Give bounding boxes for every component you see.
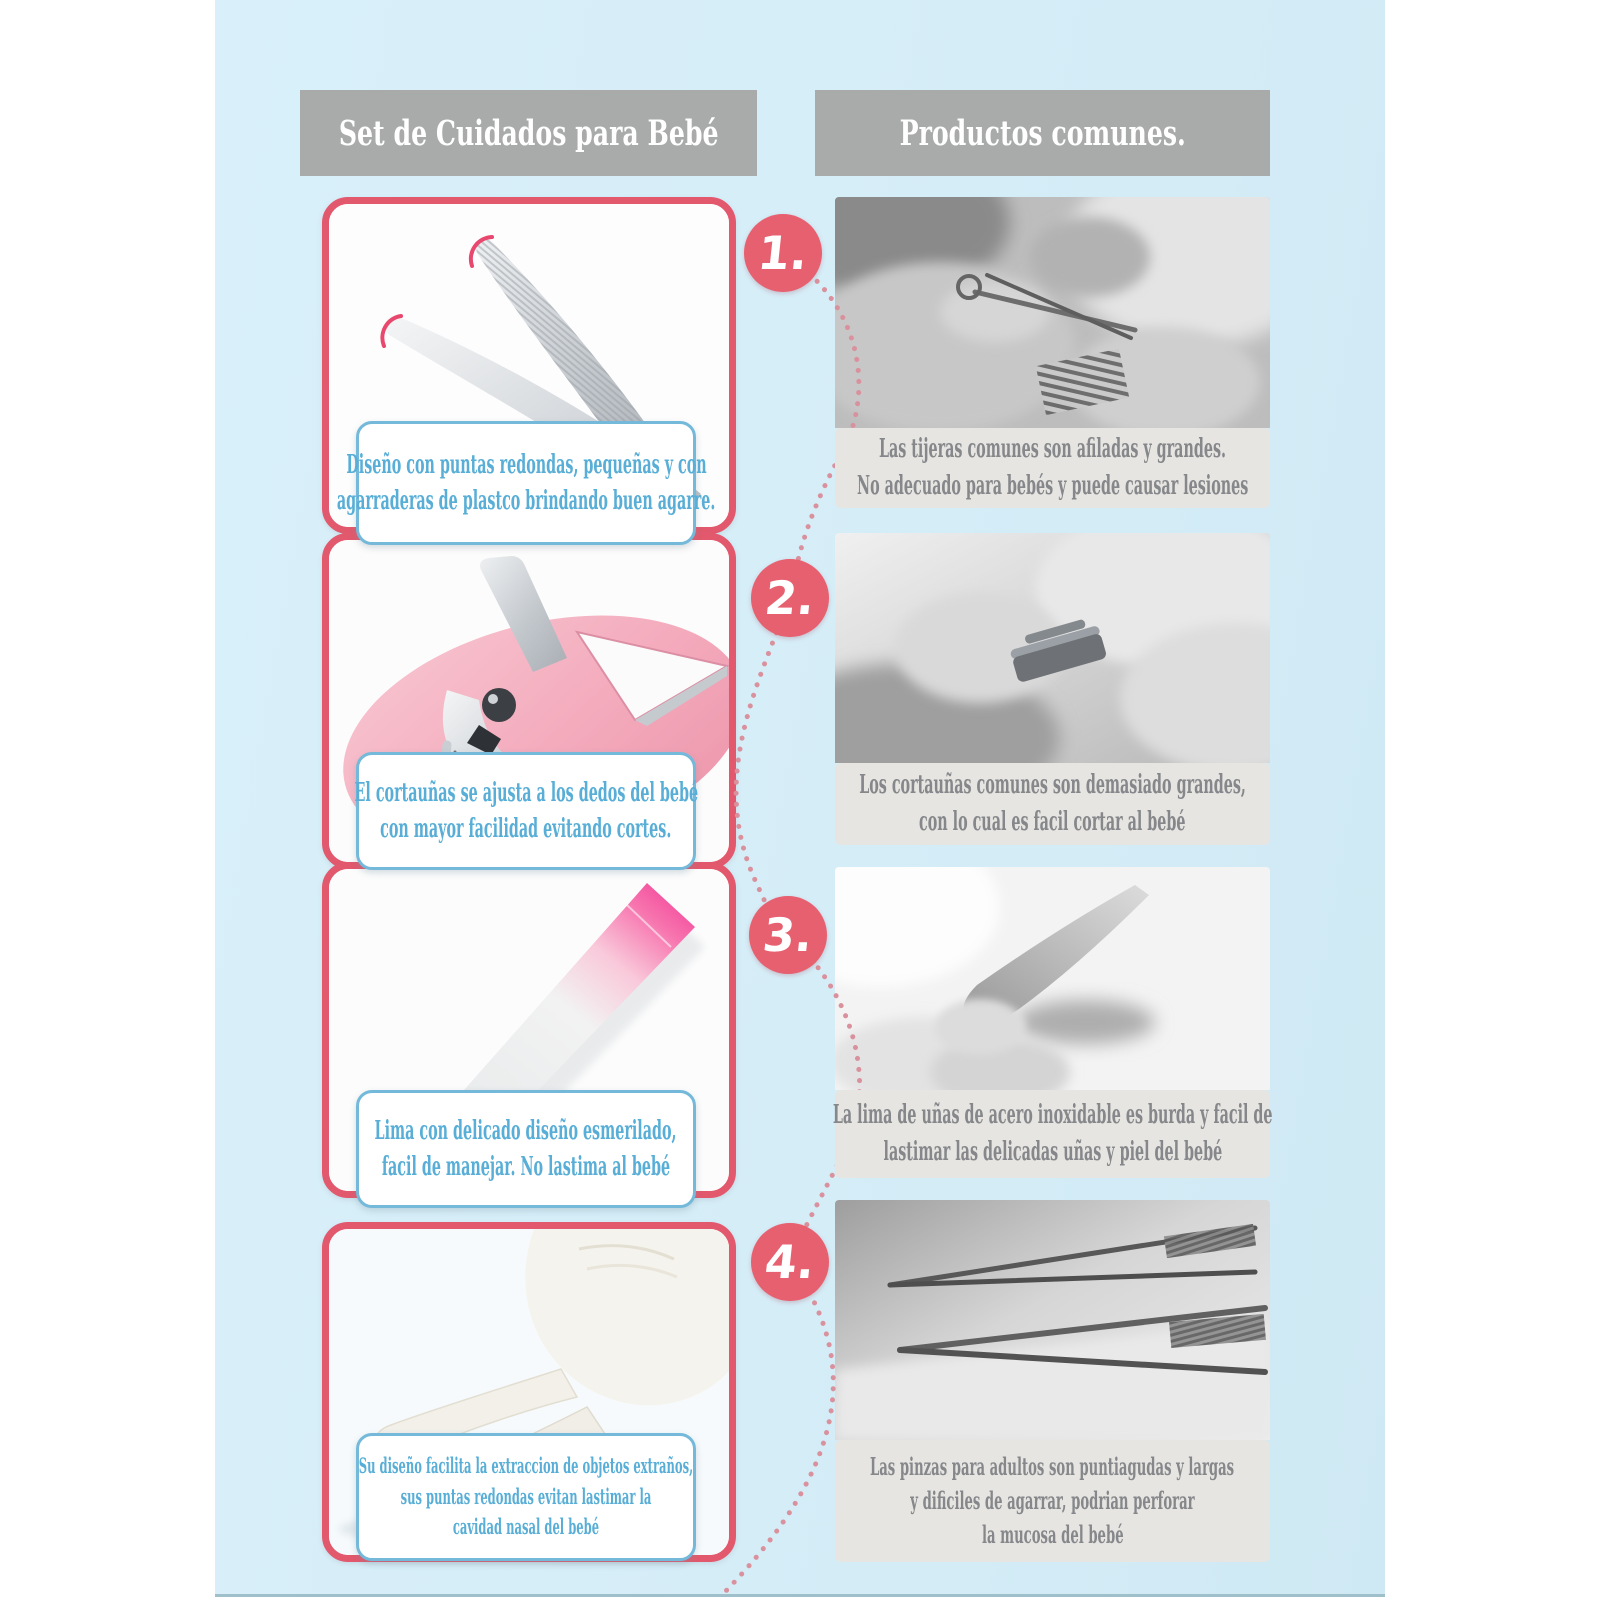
caption-line: El cortauñas se ajusta a los dedos del bebé <box>354 777 698 808</box>
caption-line: sus puntas redondas evitan lastimar la <box>400 1483 652 1509</box>
step-badge-1 <box>744 214 822 292</box>
common-scissors-photo <box>835 197 1270 428</box>
caption-line: cavidad nasal del bebé <box>452 1514 600 1540</box>
caption-baby-scissors <box>336 421 716 545</box>
caption-line: Lima con delicado diseño esmerilado, <box>375 1115 677 1146</box>
caption-common-clipper <box>835 763 1270 845</box>
caption-line: lastimar las delicadas uñas y piel del bebé <box>883 1137 1222 1167</box>
caption-baby-clipper <box>356 752 696 870</box>
header-baby-care-set <box>300 90 757 176</box>
caption-line: con mayor facilidad evitando cortes. <box>380 814 672 844</box>
caption-line: Las pinzas para adultos son puntiagudas y largas <box>870 1451 1235 1481</box>
caption-line: y dificiles de agarrar, podrian perforar <box>910 1485 1195 1515</box>
step-number: 1. <box>755 226 811 280</box>
common-clipper-photo <box>835 533 1270 763</box>
steel-file-photo <box>835 867 1270 1090</box>
step-badge-4 <box>751 1223 829 1301</box>
header-common-products <box>815 90 1270 176</box>
header-common-products-label: Productos comunes. <box>899 112 1186 154</box>
caption-line: agarraderas de plastco brindando buen agarre. <box>336 486 716 516</box>
caption-line: Los cortauñas comunes son demasiado grandes, <box>859 770 1246 801</box>
caption-steel-file <box>832 1090 1273 1178</box>
caption-line: Diseño con puntas redondas, pequeñas y con <box>345 449 707 480</box>
caption-common-scissors <box>835 428 1270 508</box>
step-number: 2. <box>762 571 818 625</box>
caption-line: No adecuado para bebés y puede causar lesiones <box>856 471 1249 501</box>
step-number: 3. <box>760 908 816 962</box>
step-number: 4. <box>762 1235 818 1289</box>
header-baby-care-set-label: Set de Cuidados para Bebé <box>338 112 719 154</box>
caption-line: con lo cual es facil cortar al bebé <box>919 807 1186 837</box>
caption-line: Su diseño facilita la extraccion de objetos extraños, <box>358 1453 694 1479</box>
caption-baby-tweezers <box>356 1433 696 1561</box>
caption-line: facil de manejar. No lastima al bebé <box>381 1152 671 1182</box>
caption-metal-tweezers <box>835 1440 1270 1562</box>
metal-tweezers-photo <box>835 1200 1270 1440</box>
step-badge-3 <box>749 896 827 974</box>
caption-glass-file <box>356 1090 696 1208</box>
step-badge-2 <box>751 559 829 637</box>
caption-line: Las tijeras comunes son afiladas y grandes. <box>878 434 1227 465</box>
caption-line: La lima de uñas de acero inoxidable es burda y facil de <box>832 1100 1273 1131</box>
caption-line: la mucosa del bebé <box>981 1520 1124 1550</box>
